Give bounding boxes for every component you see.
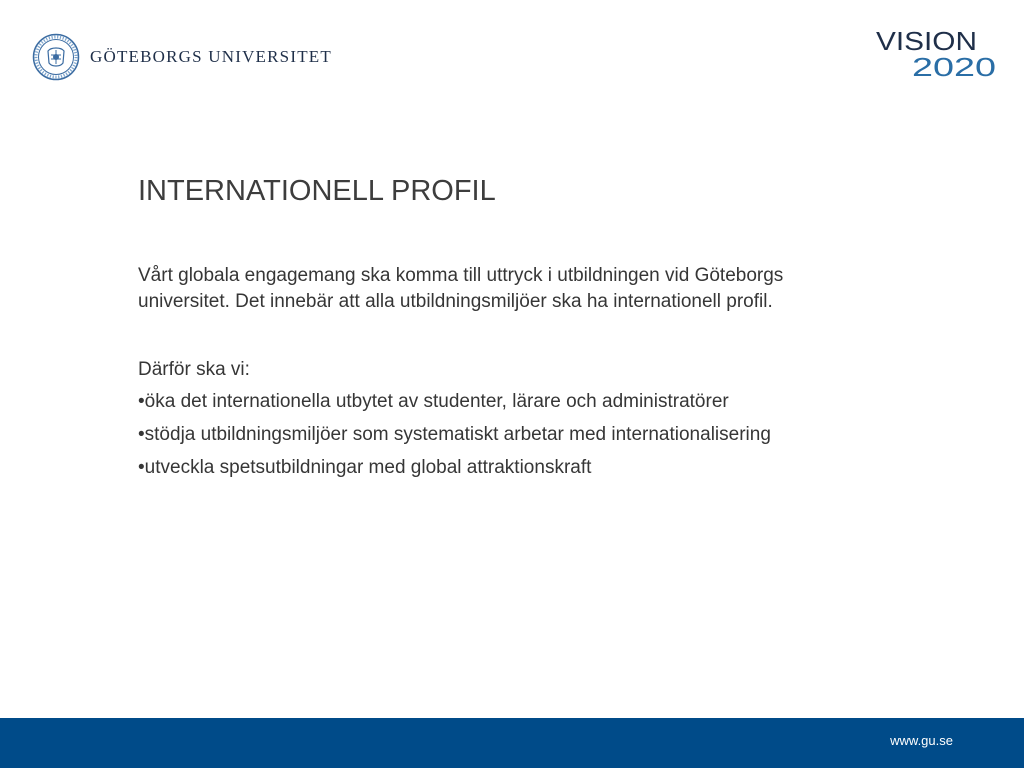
slide-title: INTERNATIONELL PROFIL [138,175,496,207]
intro-paragraph: Vårt globala engagemang ska komma till uttryck i utbildningen vid Göteborgs universitet. Det innebär att alla utbildningsmiljöer ska ha internationell profil. [138,265,784,312]
list-item: •utveckla spetsutbildningar med global attraktionskraft [138,457,592,478]
lead-text: Därför ska vi: [138,359,250,380]
footer-bar [0,718,1024,768]
slide-body [138,263,858,488]
list-item: •stödja utbildningsmiljöer som systematiskt arbetar med internationalisering [138,424,771,445]
vision-logo [876,26,1000,78]
university-seal-icon [32,33,80,81]
university-logo [32,33,332,81]
list-item: •öka det internationella utbytet av studenter, lärare och administratörer [138,391,729,412]
vision-2020-logo [876,26,1000,78]
bullet-list [138,389,858,481]
university-name: GÖTEBORGS UNIVERSITET [90,47,332,66]
year-text: 2020 [912,52,996,78]
vision-text: VISION [876,26,977,56]
footer-url: www.gu.se [890,733,953,748]
